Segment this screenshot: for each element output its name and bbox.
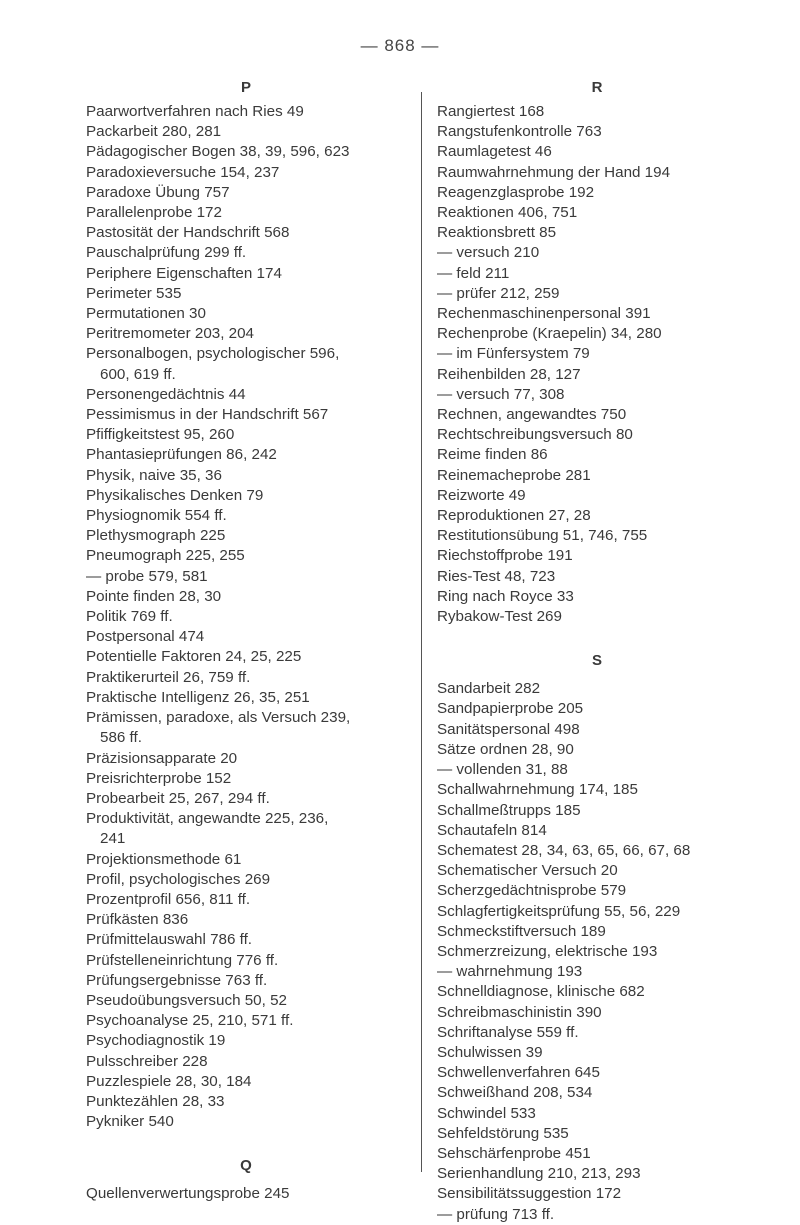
index-list-r (437, 102, 757, 627)
index-entry: Sanitätspersonal 498 (437, 720, 580, 738)
index-entry: Pädagogischer Bogen 38, 39, 596, 623 (86, 143, 350, 161)
index-column-left (86, 78, 406, 1205)
index-entry: Rangstufenkontrolle 763 (437, 123, 602, 141)
index-entry: Psychoanalyse 25, 210, 571 ff. (86, 1012, 294, 1030)
index-entry: Postpersonal 474 (86, 628, 205, 646)
index-entry: — probe 579, 581 (86, 567, 208, 585)
index-entry: Prämissen, paradoxe, als Versuch 239, 586 ff. (86, 709, 351, 747)
index-entry: Psychodiagnostik 19 (86, 1032, 226, 1050)
index-entry: Pointe finden 28, 30 (86, 587, 222, 605)
index-entry: Perimeter 535 (86, 284, 182, 302)
index-entry: Prüfmittelauswahl 786 ff. (86, 931, 253, 949)
index-entry: Profil, psychologisches 269 (86, 870, 271, 888)
index-entry: Sandarbeit 282 (437, 680, 541, 698)
index-entry: Restitutionsübung 51, 746, 755 (437, 527, 648, 545)
index-list-s (437, 679, 757, 1224)
index-entry: Scherzgedächtnisprobe 579 (437, 882, 627, 900)
index-entry: Schnelldiagnose, klinische 682 (437, 983, 645, 1001)
index-entry: — prüfung 713 ff. (437, 1205, 555, 1223)
index-entry: Präzisionsapparate 20 (86, 749, 238, 767)
index-entry: Raumlagetest 46 (437, 143, 552, 161)
index-entry: Peritremometer 203, 204 (86, 325, 254, 343)
index-entry: Pneumograph 225, 255 (86, 547, 245, 565)
index-entry: Ries-Test 48, 723 (437, 567, 556, 585)
index-entry: Schlagfertigkeitsprüfung 55, 56, 229 (437, 902, 681, 920)
index-list-q (86, 1184, 406, 1204)
section-letter-q: Q (240, 1157, 252, 1175)
page-number: — 868 — (360, 36, 440, 55)
index-entry: Packarbeit 280, 281 (86, 123, 222, 141)
index-entry: Reizworte 49 (437, 486, 526, 504)
index-entry: Schallwahrnehmung 174, 185 (437, 781, 638, 799)
index-entry: Parallelenprobe 172 (86, 204, 222, 222)
index-entry: — wahrnehmung 193 (437, 963, 583, 981)
index-entry: Praktikerurteil 26, 759 ff. (86, 668, 251, 686)
index-entry: — prüfer 212, 259 (437, 284, 560, 302)
section-letter-s: S (591, 652, 602, 670)
index-entry: Punktezählen 28, 33 (86, 1092, 225, 1110)
index-entry: Rechenmaschinenpersonal 391 (437, 305, 651, 323)
index-entry: Quellenverwertungsprobe 245 (86, 1185, 290, 1203)
index-entry: Schwellenverfahren 645 (437, 1064, 600, 1082)
index-entry: Sensibilitätssuggestion 172 (437, 1185, 622, 1203)
index-entry: Schweißhand 208, 534 (437, 1084, 593, 1102)
index-entry: Puzzlespiele 28, 30, 184 (86, 1072, 252, 1090)
index-entry: Sätze ordnen 28, 90 (437, 740, 574, 758)
index-entry: Schriftanalyse 559 ff. (437, 1023, 579, 1041)
index-entry: — versuch 77, 308 (437, 385, 565, 403)
index-entry: Pessimismus in der Handschrift 567 (86, 406, 329, 424)
index-entry: Ring nach Royce 33 (437, 587, 574, 605)
index-entry: — feld 211 (437, 264, 510, 282)
index-entry: Prüfkästen 836 (86, 911, 189, 929)
index-entry: Schmeckstiftversuch 189 (437, 922, 606, 940)
index-entry: Personengedächtnis 44 (86, 385, 246, 403)
index-entry: Schallmeßtrupps 185 (437, 801, 581, 819)
index-entry: Schematischer Versuch 20 (437, 862, 618, 880)
index-entry: Periphere Eigenschaften 174 (86, 264, 282, 282)
column-divider (421, 92, 422, 1172)
index-column-right (437, 78, 757, 1225)
index-entry: Sandpapierprobe 205 (437, 700, 584, 718)
index-entry: Praktische Intelligenz 26, 35, 251 (86, 688, 310, 706)
index-entry: Raumwahrnehmung der Hand 194 (437, 163, 671, 181)
section-letter-r: R (591, 79, 603, 96)
index-entry: Physik, naive 35, 36 (86, 466, 222, 484)
index-entry: Pauschalprüfung 299 ff. (86, 244, 247, 262)
index-entry: — vollenden 31, 88 (437, 761, 568, 779)
index-entry: Preisrichterprobe 152 (86, 769, 232, 787)
index-entry: Reihenbilden 28, 127 (437, 365, 581, 383)
index-entry: — im Fünfersystem 79 (437, 345, 590, 363)
index-entry: Reaktionsbrett 85 (437, 224, 557, 242)
index-entry: Pykniker 540 (86, 1113, 174, 1131)
index-entry: Permutationen 30 (86, 305, 206, 323)
index-entry: Rangiertest 168 (437, 103, 545, 120)
index-entry: Politik 769 ff. (86, 608, 173, 626)
index-entry: Reinemacheprobe 281 (437, 466, 591, 484)
index-entry: Rechenprobe (Kraepelin) 34, 280 (437, 325, 662, 343)
index-entry: Potentielle Faktoren 24, 25, 225 (86, 648, 302, 666)
index-entry: Physiognomik 554 ff. (86, 507, 227, 525)
index-entry: Physikalisches Denken 79 (86, 486, 264, 504)
index-entry: Pulsschreiber 228 (86, 1052, 208, 1070)
index-entry: — versuch 210 (437, 244, 540, 262)
index-entry: Probearbeit 25, 267, 294 ff. (86, 789, 270, 807)
index-entry: Rybakow-Test 269 (437, 608, 562, 626)
index-entry: Schwindel 533 (437, 1104, 536, 1122)
index-entry: Pseudoübungsversuch 50, 52 (86, 991, 287, 1009)
index-entry: Schulwissen 39 (437, 1043, 543, 1061)
index-entry: Rechtschreibungsversuch 80 (437, 426, 633, 444)
index-entry: Reaktionen 406, 751 (437, 204, 578, 222)
index-entry: Prozentprofil 656, 811 ff. (86, 890, 251, 908)
index-entry: Schmerzreizung, elektrische 193 (437, 942, 658, 960)
index-entry: Sehfeldstörung 535 (437, 1124, 569, 1142)
index-entry: Reime finden 86 (437, 446, 548, 464)
index-entry: Pfiffigkeitstest 95, 260 (86, 426, 235, 444)
index-entry: Reagenzglasprobe 192 (437, 183, 595, 201)
index-entry: Rechnen, angewandtes 750 (437, 406, 627, 424)
index-entry: Phantasieprüfungen 86, 242 (86, 446, 277, 464)
index-entry: Reproduktionen 27, 28 (437, 507, 591, 525)
index-entry: Personalbogen, psychologischer 596, 600, 619 ff. (86, 345, 340, 383)
index-entry: Schematest 28, 34, 63, 65, 66, 67, 68 (437, 841, 691, 859)
index-entry: Plethysmograph 225 (86, 527, 226, 545)
index-entry: Prüfstelleneinrichtung 776 ff. (86, 951, 279, 969)
index-entry: Produktivität, angewandte 225, 236, 241 (86, 810, 329, 848)
index-list-p (86, 102, 406, 1132)
index-entry: Sehschärfenprobe 451 (437, 1144, 591, 1162)
index-entry: Prüfungsergebnisse 763 ff. (86, 971, 268, 989)
index-entry: Schreibmaschinistin 390 (437, 1003, 602, 1021)
index-entry: Serienhandlung 210, 213, 293 (437, 1165, 641, 1183)
index-entry: Paradoxieversuche 154, 237 (86, 163, 280, 181)
index-entry: Schautafeln 814 (437, 821, 547, 839)
index-entry: Paarwortverfahren nach Ries 49 (86, 103, 304, 120)
index-entry: Pastosität der Handschrift 568 (86, 224, 290, 242)
index-entry: Riechstoffprobe 191 (437, 547, 573, 565)
index-entry: Paradoxe Übung 757 (86, 183, 230, 201)
index-entry: Projektionsmethode 61 (86, 850, 242, 868)
section-letter-p: P (240, 79, 251, 96)
